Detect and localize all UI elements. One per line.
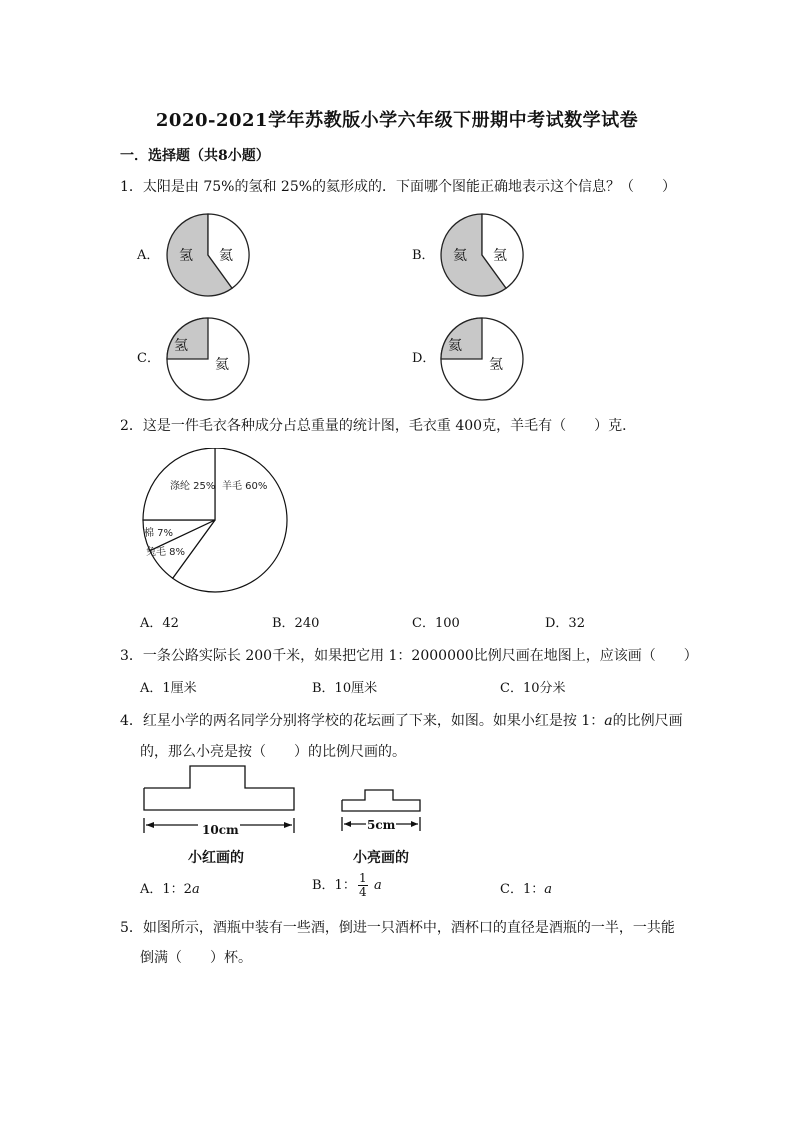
question-5-line-1: 5．如图所示，酒瓶中装有一些酒，倒进一只酒杯中，酒杯口的直径是酒瓶的一半，一共能 bbox=[120, 920, 675, 936]
q4-line1-var: a bbox=[604, 713, 613, 729]
q4-figure-xiaohong-label: 小红画的 bbox=[188, 850, 244, 866]
xiaoliang-arrow-right bbox=[411, 821, 418, 827]
q4-line1-end: 的比例尺画 bbox=[612, 713, 683, 729]
q4-figure-xiaohong bbox=[140, 762, 300, 837]
q4-option-a-text: A．1：2 bbox=[140, 882, 192, 897]
q1-option-d-pie bbox=[437, 314, 527, 404]
q4-option-b-var: a bbox=[373, 878, 382, 893]
fraction-numerator: 1 bbox=[359, 871, 367, 885]
q4-option-c-text: C．1： bbox=[500, 882, 545, 897]
q1-c-left-label: 氢 bbox=[174, 338, 188, 354]
q1-option-c-label: C． bbox=[137, 351, 160, 366]
pie-label-rabbit-hair: 兔毛 8% bbox=[146, 547, 186, 558]
question-5-line-2: 倒满（ ）杯。 bbox=[140, 950, 252, 966]
q4-figure-xiaoliang bbox=[338, 787, 428, 837]
q4-option-b-text: B．1： bbox=[312, 878, 356, 893]
q4-option-c-var: a bbox=[544, 882, 552, 897]
q2-option-b: B．240 bbox=[272, 616, 320, 631]
xiaohong-dim-label: 10cm bbox=[202, 823, 239, 837]
q2-option-d: D．32 bbox=[545, 616, 585, 631]
q3-option-b: B．10厘米 bbox=[312, 681, 378, 696]
q4-option-a-var: a bbox=[191, 882, 200, 897]
q3-option-c: C．10分米 bbox=[500, 681, 566, 696]
q1-d-right-label: 氢 bbox=[489, 357, 503, 373]
q1-option-d-label: D． bbox=[412, 351, 436, 366]
q1-option-a-label: A． bbox=[137, 248, 160, 263]
q1-d-left-label: 氦 bbox=[448, 338, 462, 354]
xiaohong-arrow-left bbox=[146, 822, 154, 828]
xiaoliang-dim-label: 5cm bbox=[367, 818, 396, 832]
q1-c-right-label: 氦 bbox=[215, 357, 229, 373]
page-title: 2020-2021学年苏教版小学六年级下册期中考试数学试卷 bbox=[155, 110, 639, 131]
q4-option-a bbox=[140, 878, 200, 897]
q3-option-a: A．1厘米 bbox=[140, 681, 197, 696]
question-3-text: 3．一条公路实际长 200千米，如果把它用 1：2000000比例尺画在地图上，应该画（ ） bbox=[120, 648, 698, 664]
q4-line1-start: 4．红星小学的两名同学分别将学校的花坛画了下来，如图。如果小红是按 1： bbox=[120, 713, 605, 729]
q2-option-a: A．42 bbox=[140, 616, 179, 631]
xiaoliang-arrow-left bbox=[344, 821, 351, 827]
q4-option-b bbox=[312, 872, 382, 899]
q1-option-b-pie bbox=[437, 210, 527, 300]
q2-pie-chart bbox=[138, 448, 298, 598]
q1-a-right-label: 氦 bbox=[219, 248, 233, 264]
q1-option-b-label: B． bbox=[412, 248, 435, 263]
q1-option-c-pie bbox=[163, 314, 253, 404]
question-4-line-2: 的，那么小亮是按（ ）的比例尺画的。 bbox=[140, 744, 406, 760]
q1-option-a-pie bbox=[163, 210, 253, 300]
q2-option-c: C．100 bbox=[412, 616, 460, 631]
pie-label-cotton: 棉 7% bbox=[144, 528, 174, 539]
question-4-line-1 bbox=[120, 710, 683, 730]
q4-option-c bbox=[500, 878, 552, 897]
section-heading: 一．选择题（共8小题） bbox=[120, 148, 270, 164]
question-2-text: 2．这是一件毛衣各种成分占总重量的统计图，毛衣重 400克，羊毛有（ ）克． bbox=[120, 418, 637, 434]
q4-figure-xiaoliang-label: 小亮画的 bbox=[353, 850, 409, 866]
xiaoliang-flowerbed-outline bbox=[342, 790, 420, 811]
q4-option-b-fraction bbox=[358, 872, 368, 899]
q1-a-left-label: 氢 bbox=[179, 248, 193, 264]
question-1-text: 1．太阳是由 75%的氢和 25%的氦形成的．下面哪个图能正确地表示这个信息？（ ） bbox=[120, 179, 677, 195]
xiaohong-arrow-right bbox=[284, 822, 292, 828]
q1-b-right-label: 氢 bbox=[493, 248, 507, 264]
pie-label-wool: 羊毛 60% bbox=[222, 481, 268, 492]
pie-label-polyester: 涤纶 25% bbox=[170, 481, 216, 492]
xiaohong-flowerbed-outline bbox=[144, 766, 294, 810]
q1-b-left-label: 氦 bbox=[453, 248, 467, 264]
fraction-denominator: 4 bbox=[359, 885, 367, 899]
